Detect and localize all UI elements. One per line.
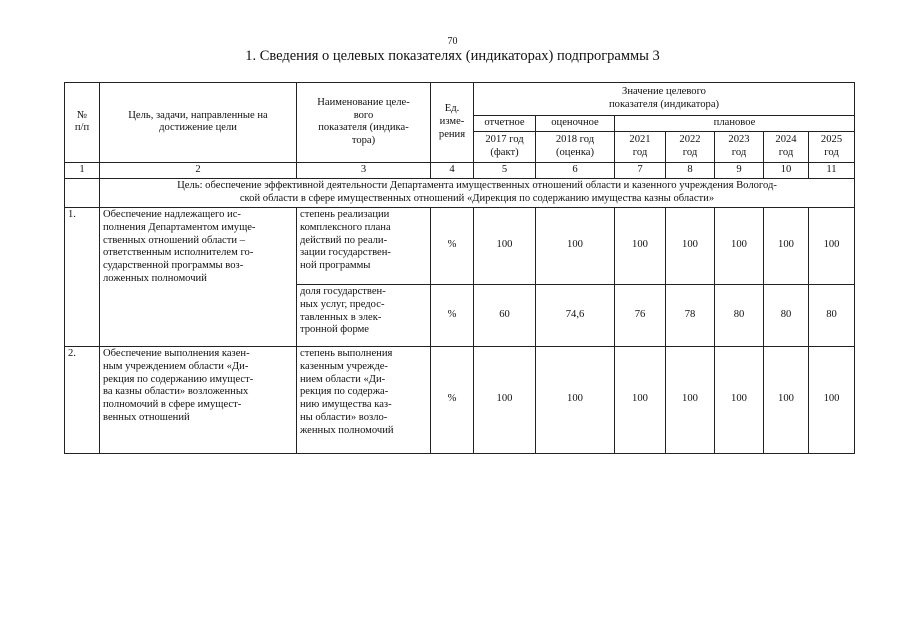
col-number: 5: [474, 162, 536, 178]
page-number: 70: [447, 36, 458, 47]
indicators-table: [64, 82, 855, 454]
col-number: 4: [431, 162, 474, 178]
header-year-2025: 2025 год: [809, 131, 855, 162]
value-2023: 100: [715, 207, 764, 284]
header-indicator: Наименование целе- вого показателя (индика- тора): [297, 83, 431, 163]
col-number: 1: [65, 162, 100, 178]
indicator-name: степень выполнения казенным учрежде- нием области «Ди- рекция по содержа- нию имущества каз- ны области» возло- женных полномочий: [297, 346, 431, 453]
header-value: Значение целевого показателя (индикатора): [474, 83, 855, 116]
value-2022: 100: [666, 207, 715, 284]
header-year-2024: 2024 год: [764, 131, 809, 162]
value-2018: 74,6: [536, 284, 615, 346]
value-2025: 80: [809, 284, 855, 346]
col-number: 9: [715, 162, 764, 178]
col-number: 3: [297, 162, 431, 178]
col-number: 6: [536, 162, 615, 178]
header-year-2017: 2017 год (факт): [474, 131, 536, 162]
value-2023: 80: [715, 284, 764, 346]
indicator-name: степень реализации комплексного плана действий по реали- зации государствен- ной программы: [297, 207, 431, 284]
value-2017: 60: [474, 284, 536, 346]
value-2022: 100: [666, 346, 715, 453]
indicator-unit: %: [431, 284, 474, 346]
goal-row: Цель: обеспечение эффективной деятельности Департамента имущественных отношений области и казенного учреждения Вологод- ской области в сфере имущественных отношений «Дирекция по содержанию имущества казны области»: [100, 178, 855, 207]
col-number: 2: [100, 162, 297, 178]
col-number: 10: [764, 162, 809, 178]
value-2018: 100: [536, 207, 615, 284]
header-planned: плановое: [615, 116, 855, 132]
value-2017: 100: [474, 207, 536, 284]
task-text: Обеспечение выполнения казен- ным учреждением области «Ди- рекция по содержанию имущест- ва казны области» возложенных полномочий в сфере имущест- венных отношений: [100, 346, 297, 453]
row-number: 2.: [65, 346, 100, 453]
header-year-2022: 2022 год: [666, 131, 715, 162]
value-2024: 100: [764, 207, 809, 284]
header-year-2021: 2021 год: [615, 131, 666, 162]
value-2018: 100: [536, 346, 615, 453]
goal-row-num-cell: [65, 178, 100, 207]
header-year-2023: 2023 год: [715, 131, 764, 162]
task-text: Обеспечение надлежащего ис- полнения Департаментом имуще- ственных отношений области – ответственным исполнителем го- сударственной программы воз- ложенных полномочий: [100, 207, 297, 346]
header-num: № п/п: [65, 83, 100, 163]
col-number: 8: [666, 162, 715, 178]
indicator-name: доля государствен- ных услуг, предос- тавленных в элек- тронной форме: [297, 284, 431, 346]
value-2023: 100: [715, 346, 764, 453]
header-year-2018: 2018 год (оценка): [536, 131, 615, 162]
indicator-unit: %: [431, 207, 474, 284]
row-number: 1.: [65, 207, 100, 346]
header-reported: отчетное: [474, 116, 536, 132]
value-2017: 100: [474, 346, 536, 453]
value-2025: 100: [809, 346, 855, 453]
document-title: 1. Сведения о целевых показателях (индикаторах) подпрограммы 3: [245, 48, 660, 64]
indicator-unit: %: [431, 346, 474, 453]
col-number: 7: [615, 162, 666, 178]
value-2024: 80: [764, 284, 809, 346]
value-2025: 100: [809, 207, 855, 284]
header-goal: Цель, задачи, направленные на достижение цели: [100, 83, 297, 163]
header-estimated: оценочное: [536, 116, 615, 132]
value-2021: 100: [615, 207, 666, 284]
value-2024: 100: [764, 346, 809, 453]
header-unit: Ед. изме- рения: [431, 83, 474, 163]
col-number: 11: [809, 162, 855, 178]
value-2021: 100: [615, 346, 666, 453]
value-2021: 76: [615, 284, 666, 346]
value-2022: 78: [666, 284, 715, 346]
